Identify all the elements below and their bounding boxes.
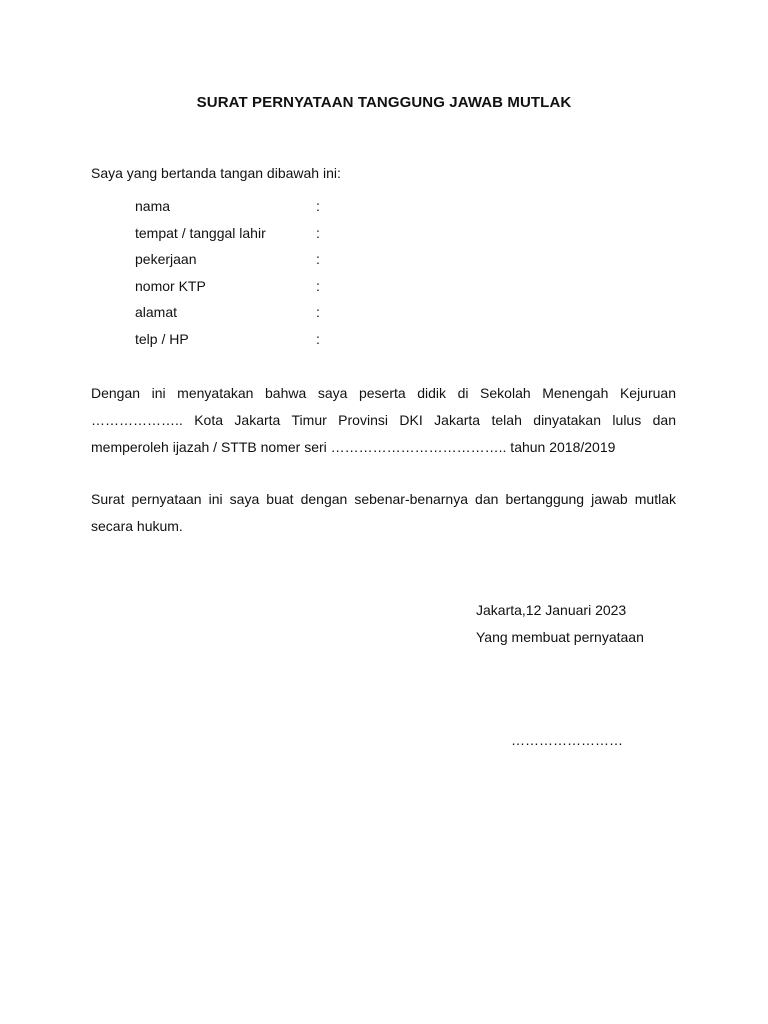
field-colon: : xyxy=(316,304,320,321)
field-row-alamat xyxy=(135,303,355,330)
field-label: alamat xyxy=(135,304,178,321)
signature-line: …………………… xyxy=(511,732,623,748)
field-label: nomor KTP xyxy=(135,277,206,294)
field-label: nama xyxy=(135,198,171,214)
field-colon: : xyxy=(316,277,320,294)
field-label: tempat / tanggal lahir xyxy=(135,224,266,241)
field-colon: : xyxy=(316,251,320,268)
declaration-paragraph: Surat pernyataan ini saya buat dengan sebenar-benarnya dan bertanggung jawab mutlak secara hukum. xyxy=(91,491,676,534)
field-colon: : xyxy=(316,330,320,347)
signer-caption: Yang membuat pernyataan xyxy=(476,629,644,645)
statement-paragraph: Dengan ini menyatakan bahwa saya peserta didik di Sekolah Menengah Kejuruan ……………….. Kota Jakarta Timur Provinsi DKI Jakarta telah dinyatakan lulus dan memperoleh ijazah / STTB nomer seri ……………………………….. tahun 2018/2019 xyxy=(91,385,676,455)
field-label: telp / HP xyxy=(135,330,189,347)
field-row-tempat-tanggal-lahir xyxy=(135,224,355,251)
document-title: SURAT PERNYATAAN TANGGUNG JAWAB MUTLAK xyxy=(196,94,572,111)
identity-fields xyxy=(135,197,355,357)
field-colon: : xyxy=(316,224,320,241)
signature-block xyxy=(476,597,644,651)
field-row-nomor-ktp xyxy=(135,277,355,304)
field-row-pekerjaan xyxy=(135,250,355,277)
field-colon: : xyxy=(316,198,320,214)
field-label: pekerjaan xyxy=(135,251,197,268)
field-row-telp-hp xyxy=(135,330,355,357)
field-row-nama xyxy=(135,197,355,224)
place-date: Jakarta,12 Januari 2023 xyxy=(476,602,627,618)
intro-text: Saya yang bertanda tangan dibawah ini: xyxy=(91,165,341,181)
